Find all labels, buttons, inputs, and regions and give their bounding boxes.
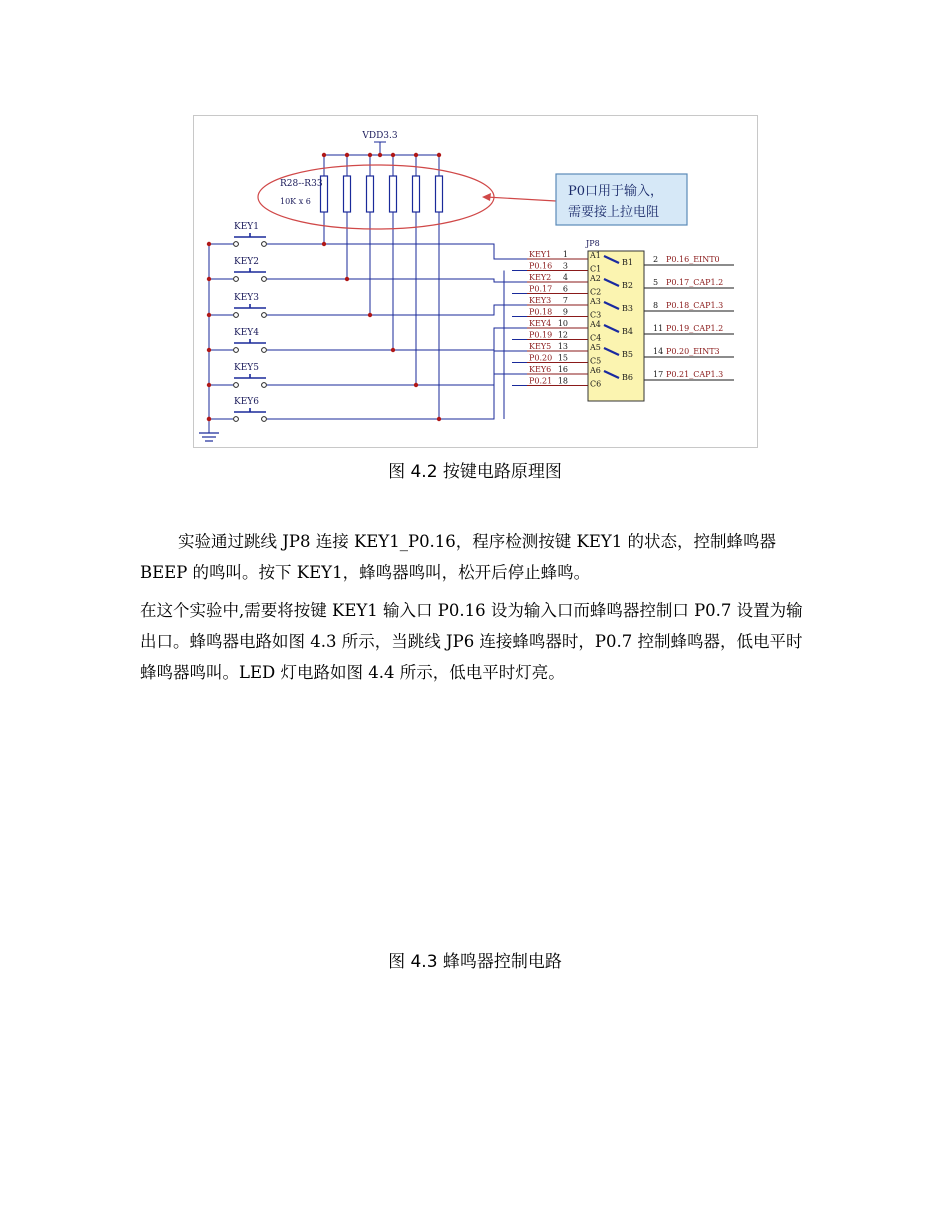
header-pin-number: 6 (562, 284, 568, 294)
header-pin-number: 1 (562, 250, 568, 259)
resistor-value-label: 10K x 6 (280, 197, 311, 206)
header-c-label: C5 (590, 356, 602, 366)
right-pin-net-label: P0.17_CAP1.2 (666, 278, 724, 287)
key-to-header-wire (267, 305, 527, 315)
header-c-label: C3 (590, 310, 602, 320)
key-circuit-figure (193, 115, 758, 448)
header-pin-net-label: KEY4 (529, 319, 552, 328)
header-a-label: A1 (590, 251, 601, 260)
header-pin-net-label: KEY5 (529, 342, 552, 351)
right-pin-number: 2 (653, 255, 659, 264)
header-b-label: B3 (622, 304, 633, 313)
junction-dot (207, 348, 211, 352)
header-pin-net-label: P0.20 (529, 353, 553, 363)
header-pin-net-label: P0.16 (529, 261, 553, 271)
key-to-header-wire (267, 328, 527, 350)
switch-contact-right (262, 313, 267, 318)
junction-dot (414, 383, 418, 387)
header-pin-net-label: P0.17 (529, 284, 553, 294)
junction-dot (378, 153, 382, 157)
header-a-label: A3 (590, 297, 601, 306)
header-pin-net-label: KEY2 (529, 273, 552, 282)
callout-arrow-head (482, 193, 491, 201)
right-pin-number: 8 (653, 301, 659, 310)
junction-dot (414, 153, 418, 157)
jumper-label: JP8 (586, 239, 600, 248)
junction-dot (391, 153, 395, 157)
header-pin-number: 15 (557, 353, 568, 363)
right-pin-number: 14 (653, 347, 664, 356)
header-c-label: C4 (590, 333, 602, 343)
header-pin-number: 4 (562, 273, 568, 282)
resistor-range-label: R28--R33 (280, 179, 323, 189)
header-a-label: A2 (590, 274, 601, 283)
right-pin-net-label: P0.19_CAP1.2 (666, 324, 724, 333)
switch-contact-right (262, 277, 267, 282)
header-b-label: B6 (622, 373, 633, 382)
junction-dot (345, 277, 349, 281)
header-b-label: B5 (622, 350, 633, 359)
junction-dot (207, 313, 211, 317)
junction-dot (345, 153, 349, 157)
header-b-label: B4 (622, 327, 633, 336)
header-c-label: C1 (590, 264, 602, 274)
switch-contact-left (234, 417, 239, 422)
supply-label: VDD3.3 (362, 131, 398, 141)
key-label: KEY6 (234, 397, 259, 407)
junction-dot (391, 348, 395, 352)
junction-dot (207, 277, 211, 281)
header-pin-number: 7 (562, 296, 568, 305)
junction-dot (368, 153, 372, 157)
key-to-header-wire (267, 279, 527, 282)
junction-dot (207, 417, 211, 421)
resistor-body (390, 176, 397, 212)
header-pin-number: 12 (557, 330, 568, 340)
switch-contact-left (234, 277, 239, 282)
header-b-label: B2 (622, 281, 633, 290)
switch-contact-right (262, 383, 267, 388)
key-to-header-wire (267, 374, 527, 419)
junction-dot (368, 313, 372, 317)
switch-contact-left (234, 348, 239, 353)
right-pin-number: 5 (653, 278, 659, 287)
figure-4-3-caption: 图 4.3 蜂鸣器控制电路 (388, 952, 562, 972)
junction-dot (322, 153, 326, 157)
junction-dot (207, 242, 211, 246)
header-pin-number: 18 (557, 376, 568, 386)
header-pin-number: 3 (562, 261, 568, 271)
resistor-body (344, 176, 351, 212)
header-a-label: A4 (590, 320, 601, 329)
right-pin-net-label: P0.21_CAP1.3 (666, 370, 724, 379)
header-a-label: A5 (590, 343, 601, 352)
header-pin-number: 10 (557, 319, 568, 328)
resistor-body (413, 176, 420, 212)
key-circuit-schematic (194, 116, 757, 447)
key-label: KEY4 (234, 328, 259, 338)
switch-contact-right (262, 348, 267, 353)
header-pin-net-label: KEY1 (529, 250, 552, 259)
header-c-label: C2 (590, 287, 602, 297)
key-label: KEY5 (234, 363, 259, 373)
callout-arrow-line (486, 197, 556, 201)
header-pin-net-label: P0.21 (529, 376, 553, 386)
junction-dot (437, 153, 441, 157)
header-pin-number: 13 (557, 342, 568, 351)
key-label: KEY2 (234, 257, 259, 267)
header-pin-net-label: KEY6 (529, 365, 552, 374)
header-pin-net-label: KEY3 (529, 296, 552, 305)
figure-4-2-caption: 图 4.2 按键电路原理图 (388, 462, 562, 482)
header-pin-number: 9 (562, 307, 568, 317)
key-to-header-wire (267, 244, 527, 259)
header-c-label: C6 (590, 379, 602, 389)
header-b-label: B1 (622, 258, 633, 267)
switch-contact-right (262, 242, 267, 247)
right-pin-net-label: P0.16_EINT0 (666, 255, 720, 264)
key-to-header-wire (267, 351, 527, 385)
header-pin-number: 16 (557, 365, 568, 374)
switch-contact-right (262, 417, 267, 422)
header-pin-net-label: P0.18 (529, 307, 553, 317)
switch-contact-left (234, 242, 239, 247)
key-label: KEY3 (234, 293, 259, 303)
callout-line-2: 需要接上拉电阻 (568, 205, 660, 220)
switch-contact-left (234, 383, 239, 388)
right-pin-number: 17 (653, 370, 664, 379)
paragraph-experiment-intro: 实验通过跳线 JP8 连接 KEY1_P0.16，程序检测按键 KEY1 的状态，控制蜂鸣器 BEEP 的鸣叫。按下 KEY1，蜂鸣器鸣叫，松开后停止蜂鸣。 (140, 532, 777, 582)
junction-dot (322, 242, 326, 246)
switch-contact-left (234, 313, 239, 318)
junction-dot (207, 383, 211, 387)
header-pin-net-label: P0.19 (529, 330, 553, 340)
right-pin-number: 11 (653, 324, 664, 333)
right-pin-net-label: P0.18_CAP1.3 (666, 301, 724, 310)
right-pin-net-label: P0.20_EINT3 (666, 347, 720, 356)
header-a-label: A6 (590, 366, 601, 375)
paragraph-experiment-setup: 在这个实验中,需要将按键 KEY1 输入口 P0.16 设为输入口而蜂鸣器控制口 P0.7 设置为输出口。蜂鸣器电路如图 4.3 所示，当跳线 JP6 连接蜂鸣器时，P0.7 控制蜂鸣器，低电平时蜂鸣器鸣叫。LED 灯电路如图 4.4 所示，低电平时灯亮。 (140, 601, 803, 682)
junction-dot (437, 417, 441, 421)
callout-line-1: P0口用于输入， (568, 184, 664, 199)
key-label: KEY1 (234, 222, 259, 232)
resistor-body (436, 176, 443, 212)
resistor-body (367, 176, 374, 212)
